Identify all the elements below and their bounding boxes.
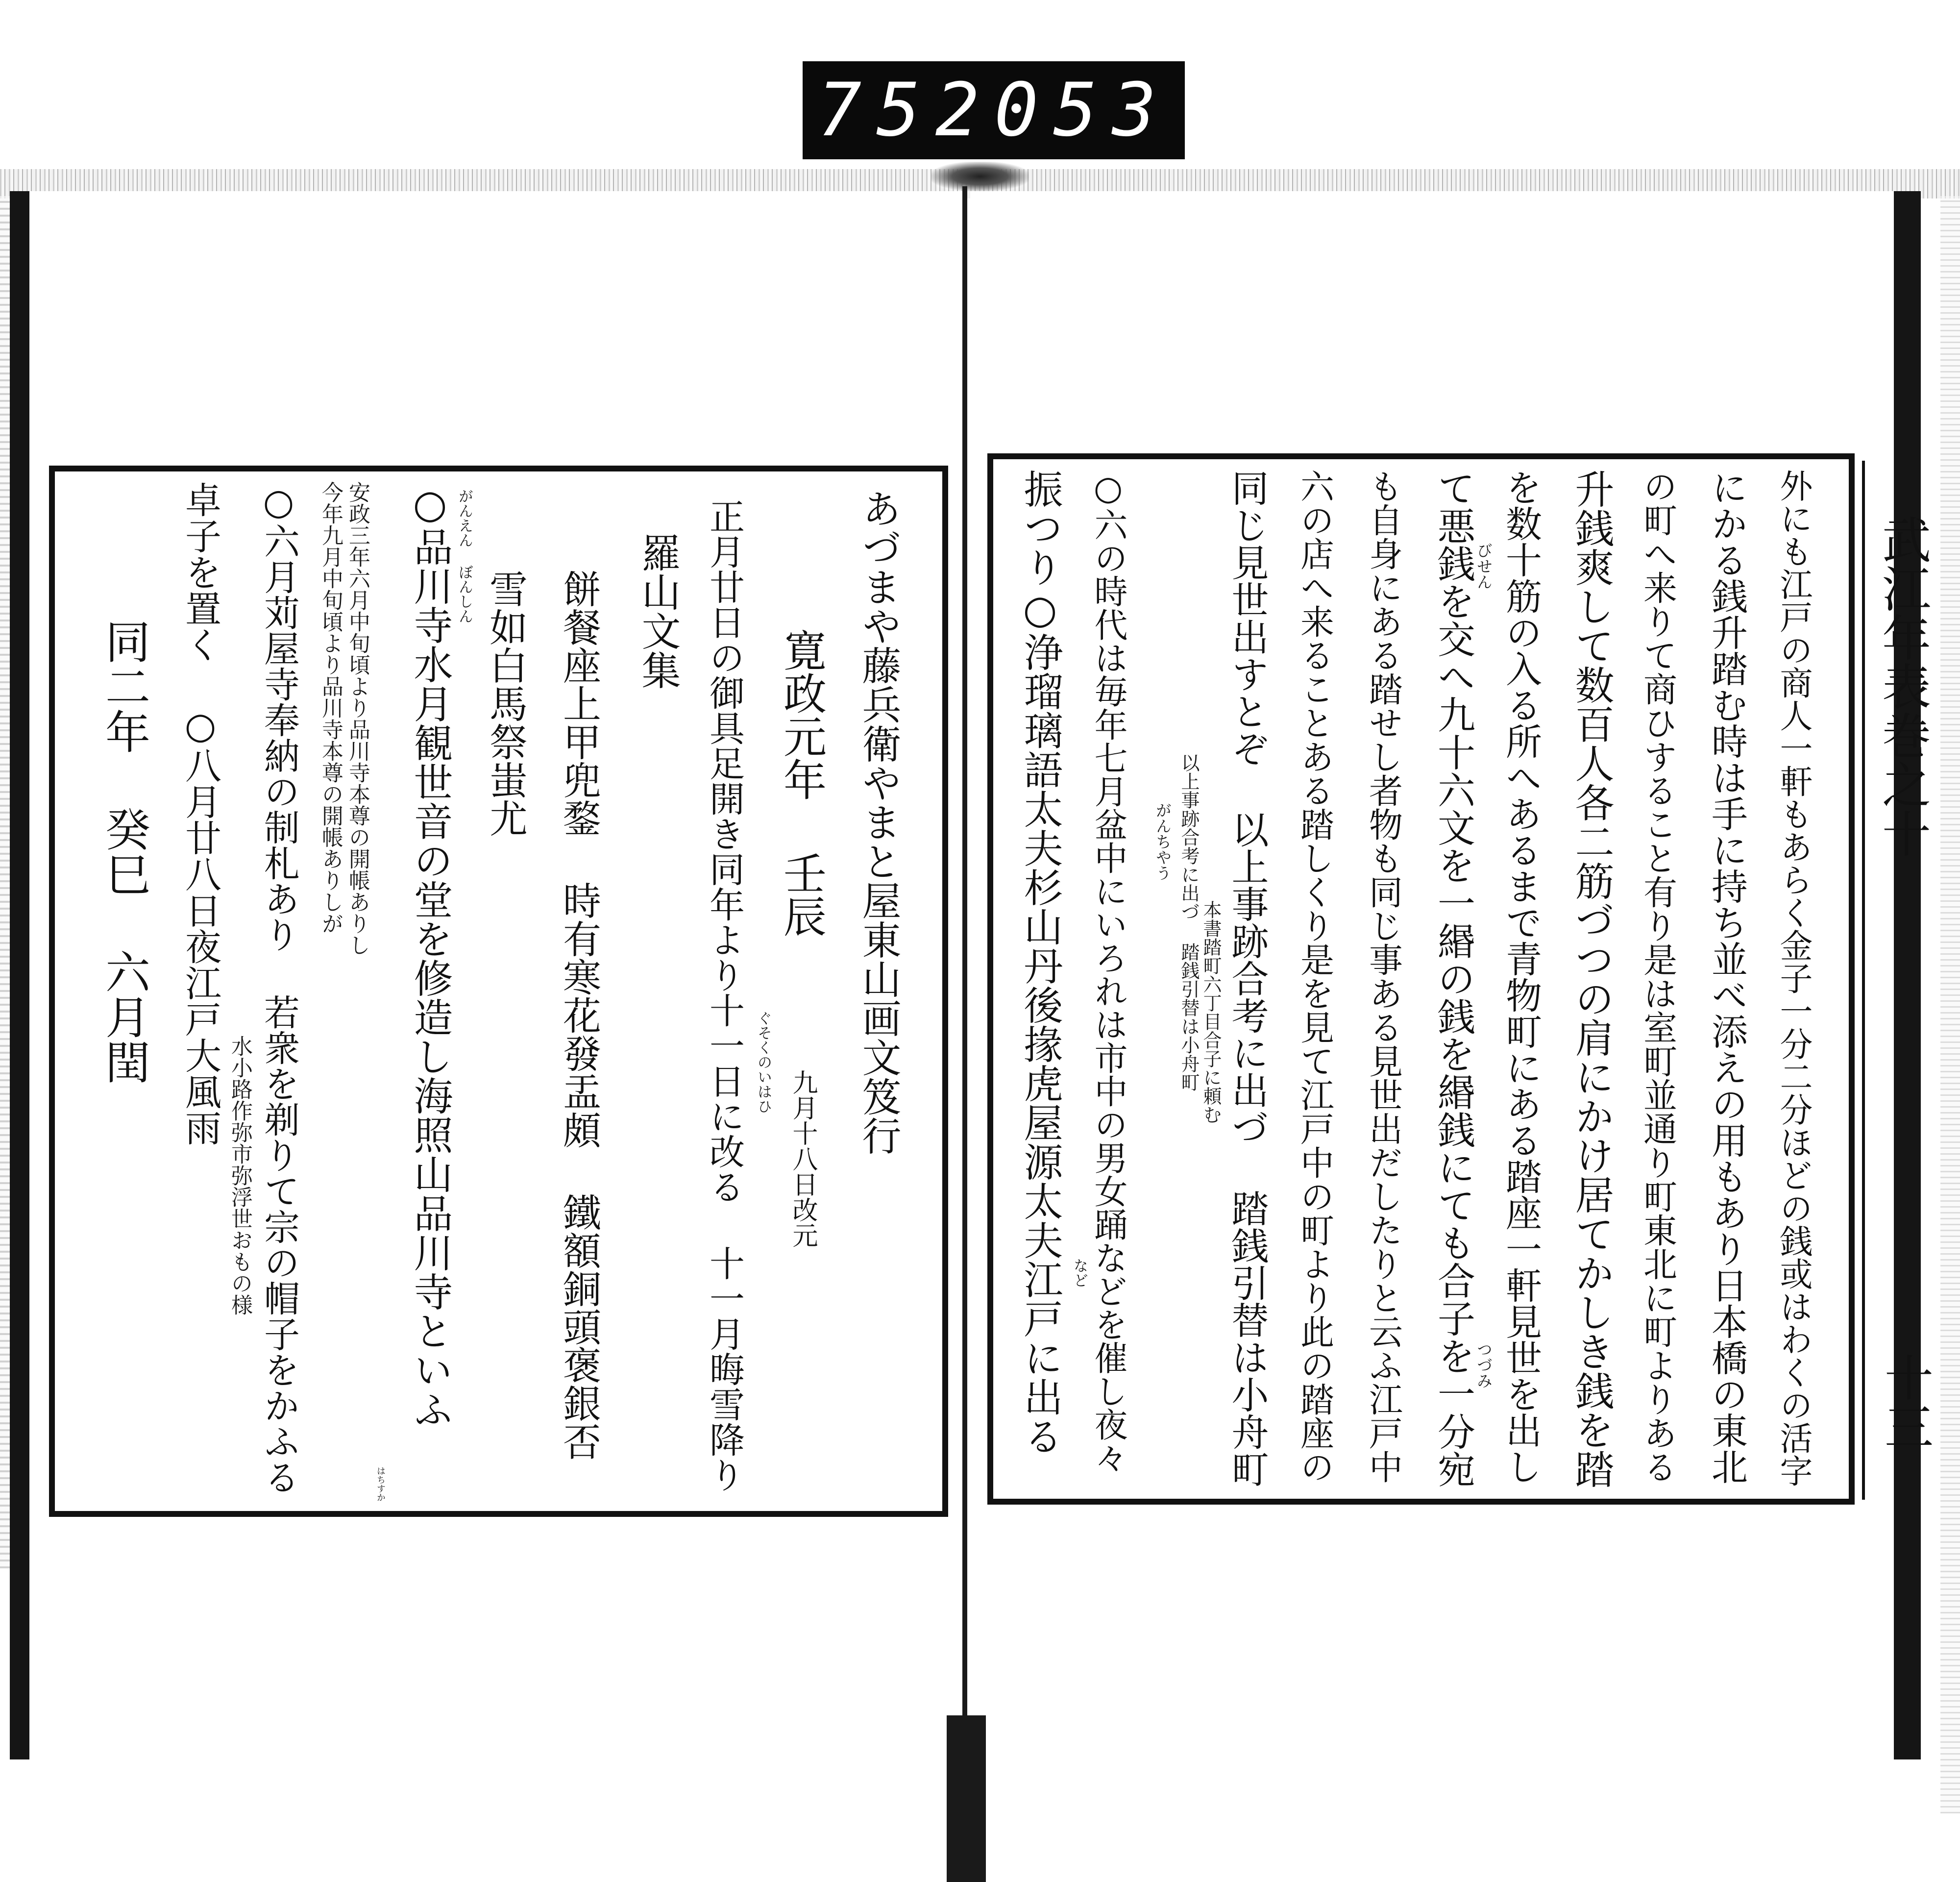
left-col-9-small: 今年九月中旬頃より品川寺本尊の開帳ありしが	[318, 481, 343, 934]
frame-number: 053	[994, 68, 1171, 153]
left-col-13-year: 同二年 癸巳 六月閏	[98, 619, 150, 1084]
left-col-2-note: 九月十八日改元	[788, 1069, 817, 1248]
right-col-5: を数十筋の入る所へあるまで青物町にある踏座一軒見世を出し	[1500, 469, 1542, 1485]
right-col-11: 振つり○浄瑠璃語太夫杉山丹後掾虎屋源太夫江戸に出る	[1017, 469, 1063, 1456]
left-col-12: 卓子を置く ○八月廿八日夜江戸大風雨	[179, 481, 221, 1146]
scan-noise-right-edge	[1940, 196, 1960, 1813]
right-col-1: 外にも江戸の商人一軒もあらく金子一分二分ほどの銭或はわくの活字	[1775, 469, 1813, 1487]
page-gutter	[962, 186, 967, 1764]
right-col-2: にかる銭升踏む時は手に持ち並べ添えの用もあり日本橋の東北	[1706, 469, 1748, 1485]
left-col-1: あづまや藤兵衛やまと屋東山画文笈行	[856, 489, 901, 1155]
left-col-11-small: 水小路作弥市弥浮世おもの様	[227, 1035, 252, 1315]
left-col-7: ○品川寺水月観世音の堂を修造し海照山品川寺といふ	[407, 481, 453, 1429]
left-furigana-gusoku: ぐそくのいはひ	[755, 1011, 772, 1114]
right-col-4: 升銭爽して数百人各二筋づつの肩にかけ居てかしき銭を踏	[1568, 469, 1614, 1488]
right-col-7: も自身にある踏せし者物も同じ事ある見世出だしたりと云ふ江戸中	[1363, 469, 1402, 1484]
right-furigana-bisen: びせん	[1474, 543, 1493, 590]
right-note-2: 以上事跡合考に出づ 踏銭引替は小舟町	[1178, 753, 1200, 1091]
left-col-6-poem: 雪如白馬祭蚩尤	[483, 570, 527, 837]
left-furigana-ganen: がんえん	[456, 489, 473, 547]
right-margin-title: 武江年表巻之十	[1874, 515, 1931, 858]
right-note-1: 本書踏町六丁目合子に頼む	[1200, 900, 1222, 1124]
left-col-2-era: 寛政元年 壬辰	[777, 628, 827, 938]
left-col-10: ○六月苅屋寺奉納の制札あり 若衆を剃りて宗の帽子をかふる	[258, 481, 299, 1495]
left-text-frame	[49, 466, 948, 1517]
right-margin-rule	[1862, 461, 1865, 1500]
right-furigana-nado: など	[1071, 1258, 1088, 1288]
right-furigana-tsuzumi: つづみ	[1474, 1341, 1493, 1388]
left-furigana-hachisuka: はちすか	[375, 1466, 386, 1502]
microfilm-label	[803, 61, 1185, 159]
right-col-3: の町へ来りて商ひすること有り是は室町並通り町東北に町よりある	[1638, 469, 1677, 1484]
right-furigana-kanchou: がんちやう	[1153, 802, 1172, 881]
gutter-tab	[947, 1715, 986, 1882]
right-page-number: 十三	[1876, 1353, 1934, 1451]
right-col-8: 六の店へ来ることある踏しくり是を見て江戸中の町より此の踏座の	[1295, 469, 1334, 1484]
left-col-3: 正月廿日の御具足開き同年より十一日に改る 十一月晦雪降り	[704, 498, 745, 1492]
right-text-frame	[987, 453, 1855, 1505]
binding-seam	[931, 162, 1029, 191]
reel-number: 752	[817, 68, 994, 153]
left-col-8-small: 安政三年六月中旬頃より品川寺本尊の開帳ありし	[345, 481, 370, 956]
left-col-5-poem: 餅餐座上甲兜鍪 時有寒花發盂頗 鐵額銅頭褒銀否	[557, 570, 601, 1461]
right-col-6: て悪銭を交へ九十六文を一緡の銭を緡銭にても合子を一分宛	[1431, 469, 1475, 1488]
right-col-9: 同じ見世出すとぞ 以上事跡合考に出づ 踏銭引替は小舟町	[1225, 469, 1269, 1487]
right-col-10: ○六の時代は毎年七月盆中にいろれは市中の男女踊などを催し夜々	[1089, 469, 1127, 1474]
left-col-4-title: 羅山文集	[635, 533, 681, 690]
left-furigana-hinshin: ぼんしん	[456, 565, 473, 623]
